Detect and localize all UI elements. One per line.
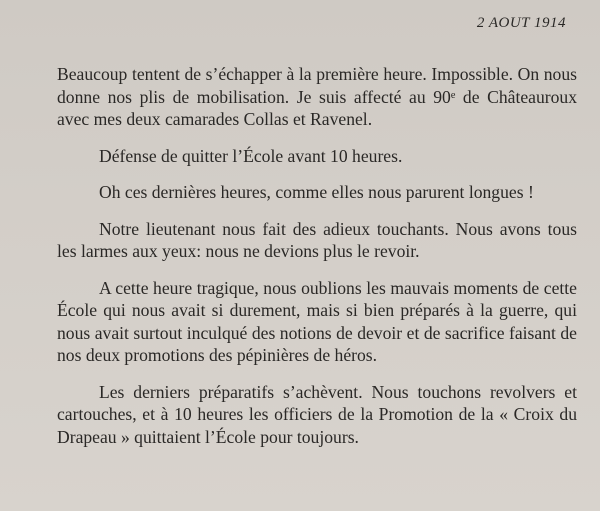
page-body [57,63,577,462]
running-head-date: 2 AOUT 1914 [476,15,566,31]
paragraph-preparatifs: Les derniers préparatifs s’achèvent. Nous touchons revolvers et cartouches, et à 10 heures les officiers de la Promotion de la « Croix du Drapeau » quittaient l’École pour toujours. [57,381,577,447]
paragraph-mobilisation: Beaucoup tentent de s’échapper à la première heure. Impossible. On nous donne nos plis de mobilisation. Je suis affecté au 90ᵉ de Châteauroux avec mes deux camarades Collas et Ravenel. [57,64,577,129]
paragraph-dernieres-heures: Oh ces dernières heures, comme elles nous parurent longues ! [99,182,534,202]
paragraph-defense: Défense de quitter l’École avant 10 heures. [99,145,403,166]
paragraph-lieutenant: Notre lieutenant nous fait des adieux touchants. Nous avons tous les larmes aux yeux: nous ne devions plus le revoir. [57,218,577,261]
paragraph-heure-tragique: A cette heure tragique, nous oublions les mauvais moments de cette École qui nous avait si durement, mais si bien préparés à la guerre, qui nous avait surtout inculqué des notions de devoir et de sacrifice faisant de nos deux promotions des pépinières de héros. [57,277,577,365]
